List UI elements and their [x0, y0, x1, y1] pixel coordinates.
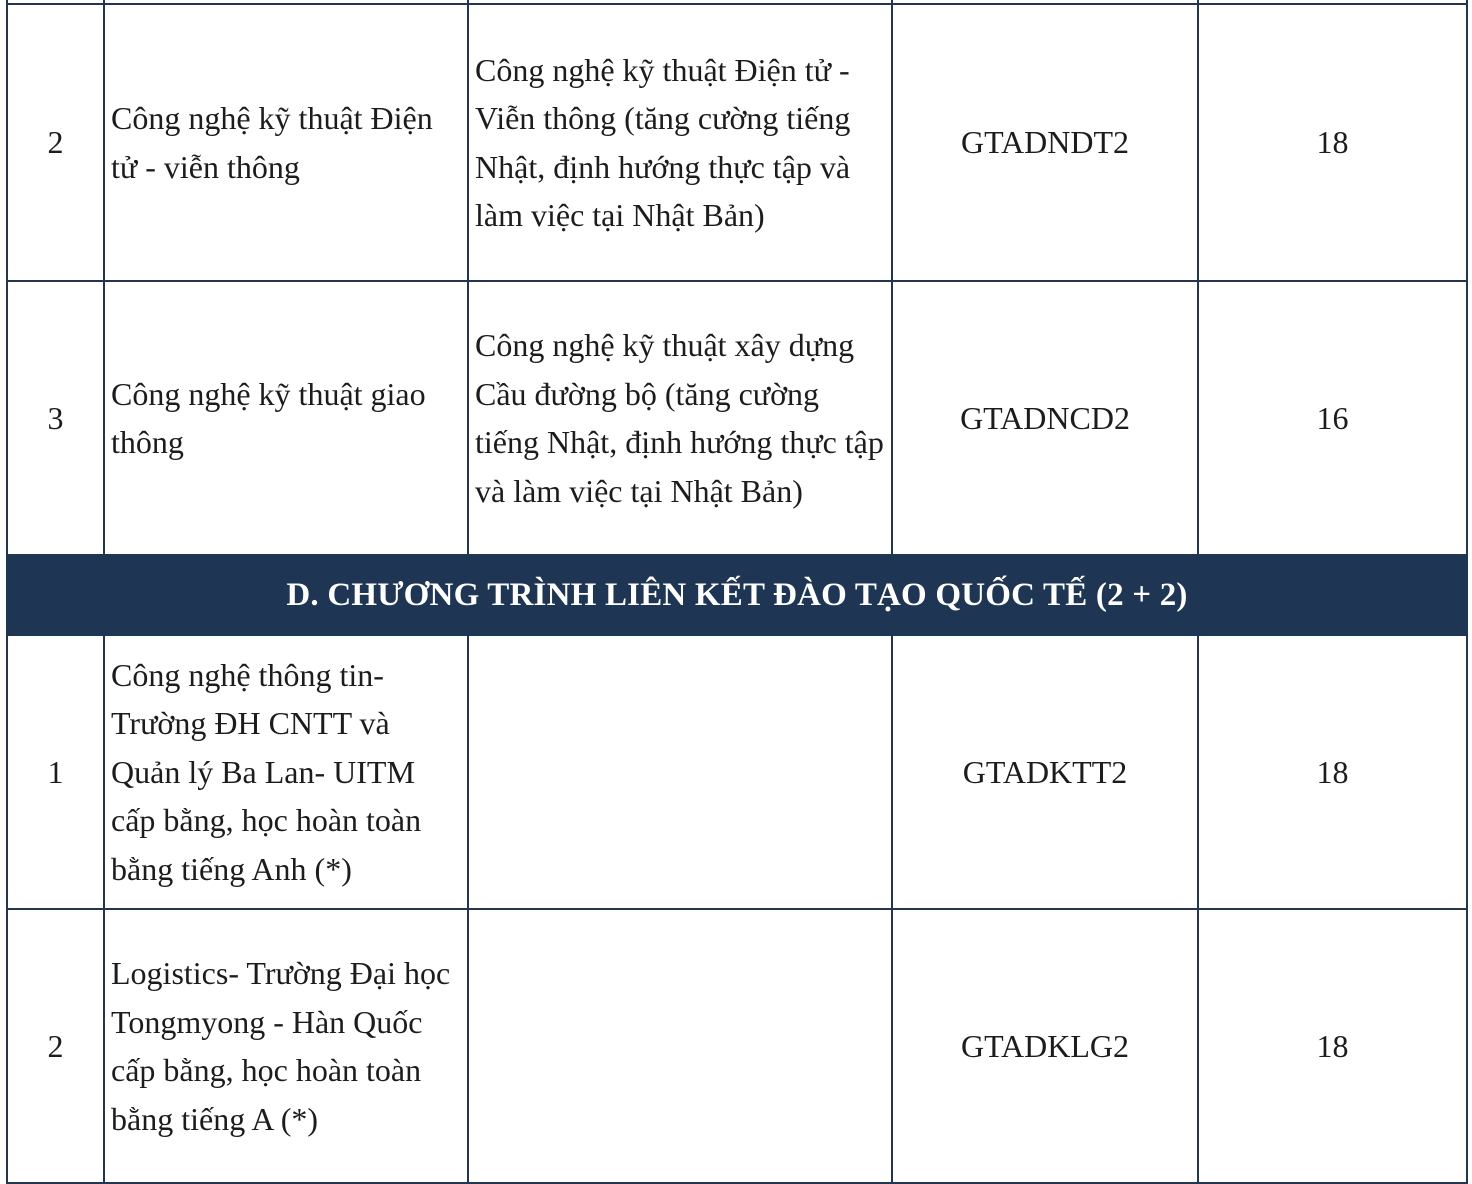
- major-name-cell: Công nghệ thông tin- Trường ĐH CNTT và Quản lý Ba Lan- UITM cấp bằng, học hoàn toàn bằng tiếng Anh (*): [104, 635, 468, 909]
- major-name-cell: Công nghệ kỹ thuật Điện tử - viễn thông: [104, 4, 468, 281]
- program-name-cell: [468, 635, 892, 909]
- row-number-cell: 3: [7, 281, 104, 555]
- score-cell: 16: [1198, 281, 1467, 555]
- row-number-cell: 2: [7, 4, 104, 281]
- major-name-cell: Công nghệ kỹ thuật giao thông: [104, 281, 468, 555]
- program-name-cell: [468, 909, 892, 1183]
- major-name-cell: Logistics- Trường Đại học Tongmyong - Hàn Quốc cấp bằng, học hoàn toàn bằng tiếng A (*): [104, 909, 468, 1183]
- admission-code-cell: GTADNCD2: [892, 281, 1198, 555]
- program-name-cell: Công nghệ kỹ thuật xây dựng Cầu đường bộ (tăng cường tiếng Nhật, định hướng thực tập và làm việc tại Nhật Bản): [468, 281, 892, 555]
- table-row: [7, 4, 1467, 281]
- admission-table-fragment: [6, 0, 1466, 1178]
- row-number-cell: 2: [7, 909, 104, 1183]
- admission-code-cell: GTADKTT2: [892, 635, 1198, 909]
- row-number-cell: 1: [7, 635, 104, 909]
- score-cell: 18: [1198, 635, 1467, 909]
- program-name-cell: Công nghệ kỹ thuật Điện tử - Viễn thông (tăng cường tiếng Nhật, định hướng thực tập và làm việc tại Nhật Bản): [468, 4, 892, 281]
- section-header-row: [7, 555, 1467, 635]
- table-row: [7, 635, 1467, 909]
- admission-code-cell: GTADNDT2: [892, 4, 1198, 281]
- admission-score-table: [6, 0, 1468, 1184]
- table-row: [7, 281, 1467, 555]
- section-d-title: D. CHƯƠNG TRÌNH LIÊN KẾT ĐÀO TẠO QUỐC TẾ (2 + 2): [7, 555, 1467, 635]
- score-cell: 18: [1198, 909, 1467, 1183]
- score-cell: 18: [1198, 4, 1467, 281]
- admission-code-cell: GTADKLG2: [892, 909, 1198, 1183]
- table-row: [7, 909, 1467, 1183]
